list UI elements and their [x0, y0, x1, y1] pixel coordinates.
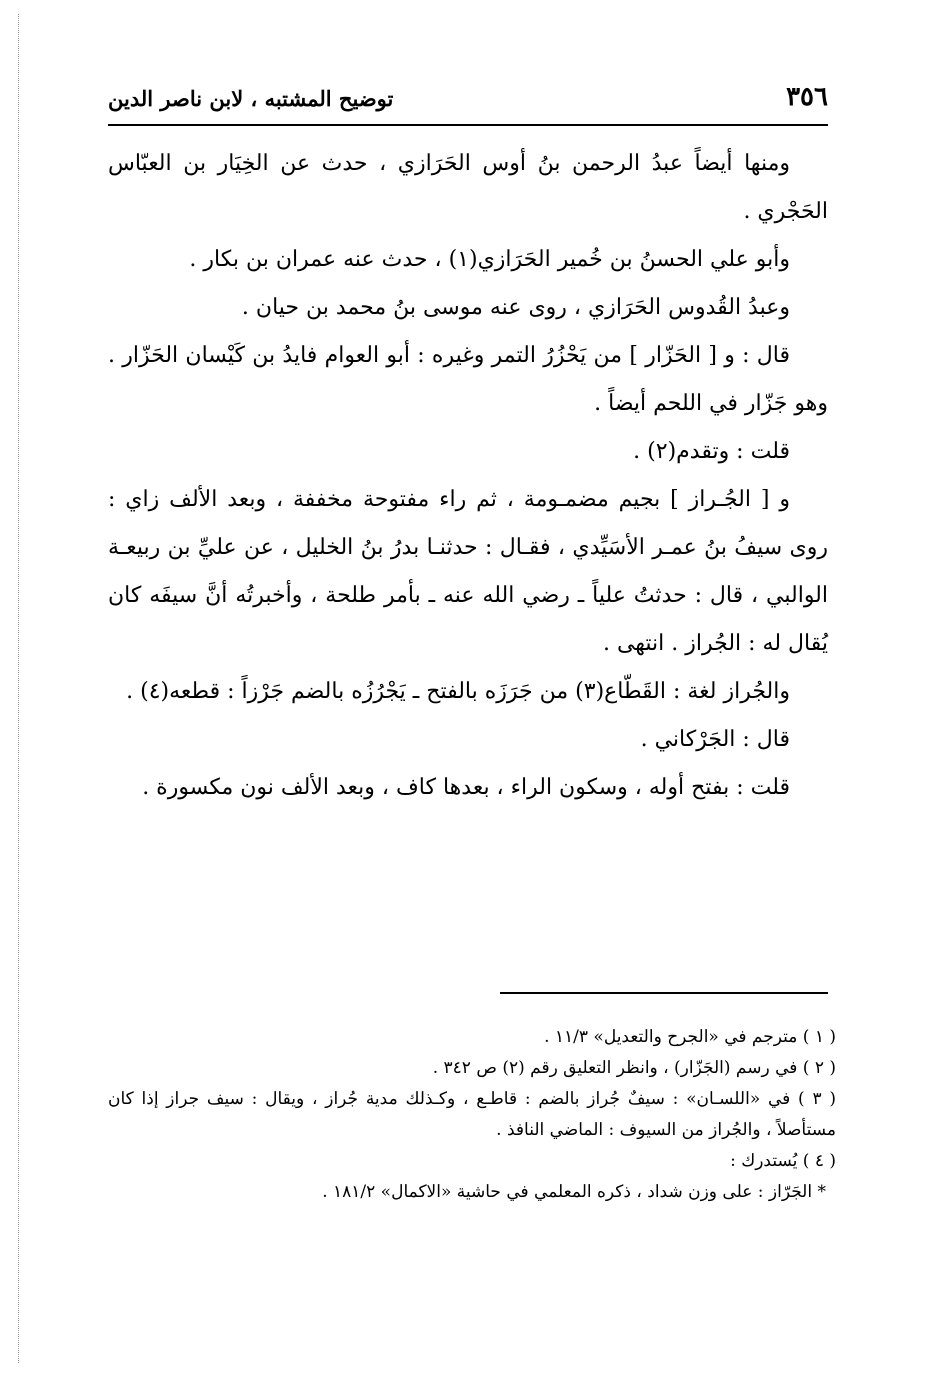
header-rule: [108, 124, 828, 126]
paragraph: ومنها أيضاً عبدُ الرحمن بنُ أوس الحَرَازي ، حدث عن الخِيَار بن العبّاس الحَجْري .: [108, 151, 828, 224]
footnote: ( ٤ ) يُستدرك :: [730, 1151, 836, 1171]
footnotes: [108, 1022, 836, 1208]
paragraph: والجُراز لغة : القَطّاع(٣) من جَرَزَه بالفتح ـ يَجْرُزُه بالضم جَرْزاً : قطعه(٤) .: [126, 679, 790, 704]
footnote: ( ١ ) مترجم في «الجرح والتعديل» ١١/٣ .: [544, 1027, 836, 1047]
page-header: [108, 82, 828, 122]
footnote: ( ٣ ) في «اللسـان» : سيفٌ جُراز بالضم : قاطـع ، وكـذلك مدية جُراز ، ويقال : سيف جراز إذا كان مستأصلاً ، والجُراز من السيوف : الماضي النافذ .: [108, 1089, 836, 1140]
footnote-addendum: * الجَرّاز : على وزن شداد ، ذكره المعلمي في حاشية «الاكمال» ١٨١/٢ .: [322, 1182, 826, 1202]
main-text: [108, 140, 828, 812]
paragraph: قلت : وتقدم(٢) .: [633, 439, 790, 464]
paragraph: قال : الجَرْكاني .: [640, 727, 790, 752]
paragraph: قلت : بفتح أوله ، وسكون الراء ، بعدها كاف ، وبعد الألف نون مكسورة .: [142, 775, 790, 800]
scan-margin-dots: [18, 14, 23, 1363]
running-title: توضيح المشتبه ، لابن ناصر الدين: [108, 86, 394, 111]
paragraph: قال : و [ الحَزّار ] من يَحْزُرُ التمر وغيره : أبو العوام فايدُ بن كَيْسان الحَزّار . وهو جَزّار في اللحم أيضاً .: [108, 343, 828, 416]
paragraph: وعبدُ القُدوس الحَرَازي ، روى عنه موسى بنُ محمد بن حيان .: [241, 295, 790, 320]
paragraph: وأبو علي الحسنُ بن خُمير الحَرَازي(١) ، حدث عنه عمران بن بكار .: [189, 247, 790, 272]
footnote-rule: [500, 992, 828, 994]
paragraph: و [ الجُـراز ] بجيم مضمـومة ، ثم راء مفتوحة مخففة ، وبعد الألف زاي : روى سيفُ بنُ عمـر الأسَيِّدي ، فقـال : حدثنـا بدرُ بنُ الخليل ، عن عليِّ بن ربيعـة الوالبي ، قال : حدثتُ علياً ـ رضي الله عنه ـ بأمر طلحة ، وأخبرتُه أنَّ سيفَه كان يُقال له : الجُراز . انتهى .: [108, 487, 828, 656]
page-number: ٣٥٦: [786, 82, 828, 112]
footnote: ( ٢ ) في رسم (الجَزّار) ، وانظر التعليق رقم (٢) ص ٣٤٢ .: [432, 1058, 836, 1078]
